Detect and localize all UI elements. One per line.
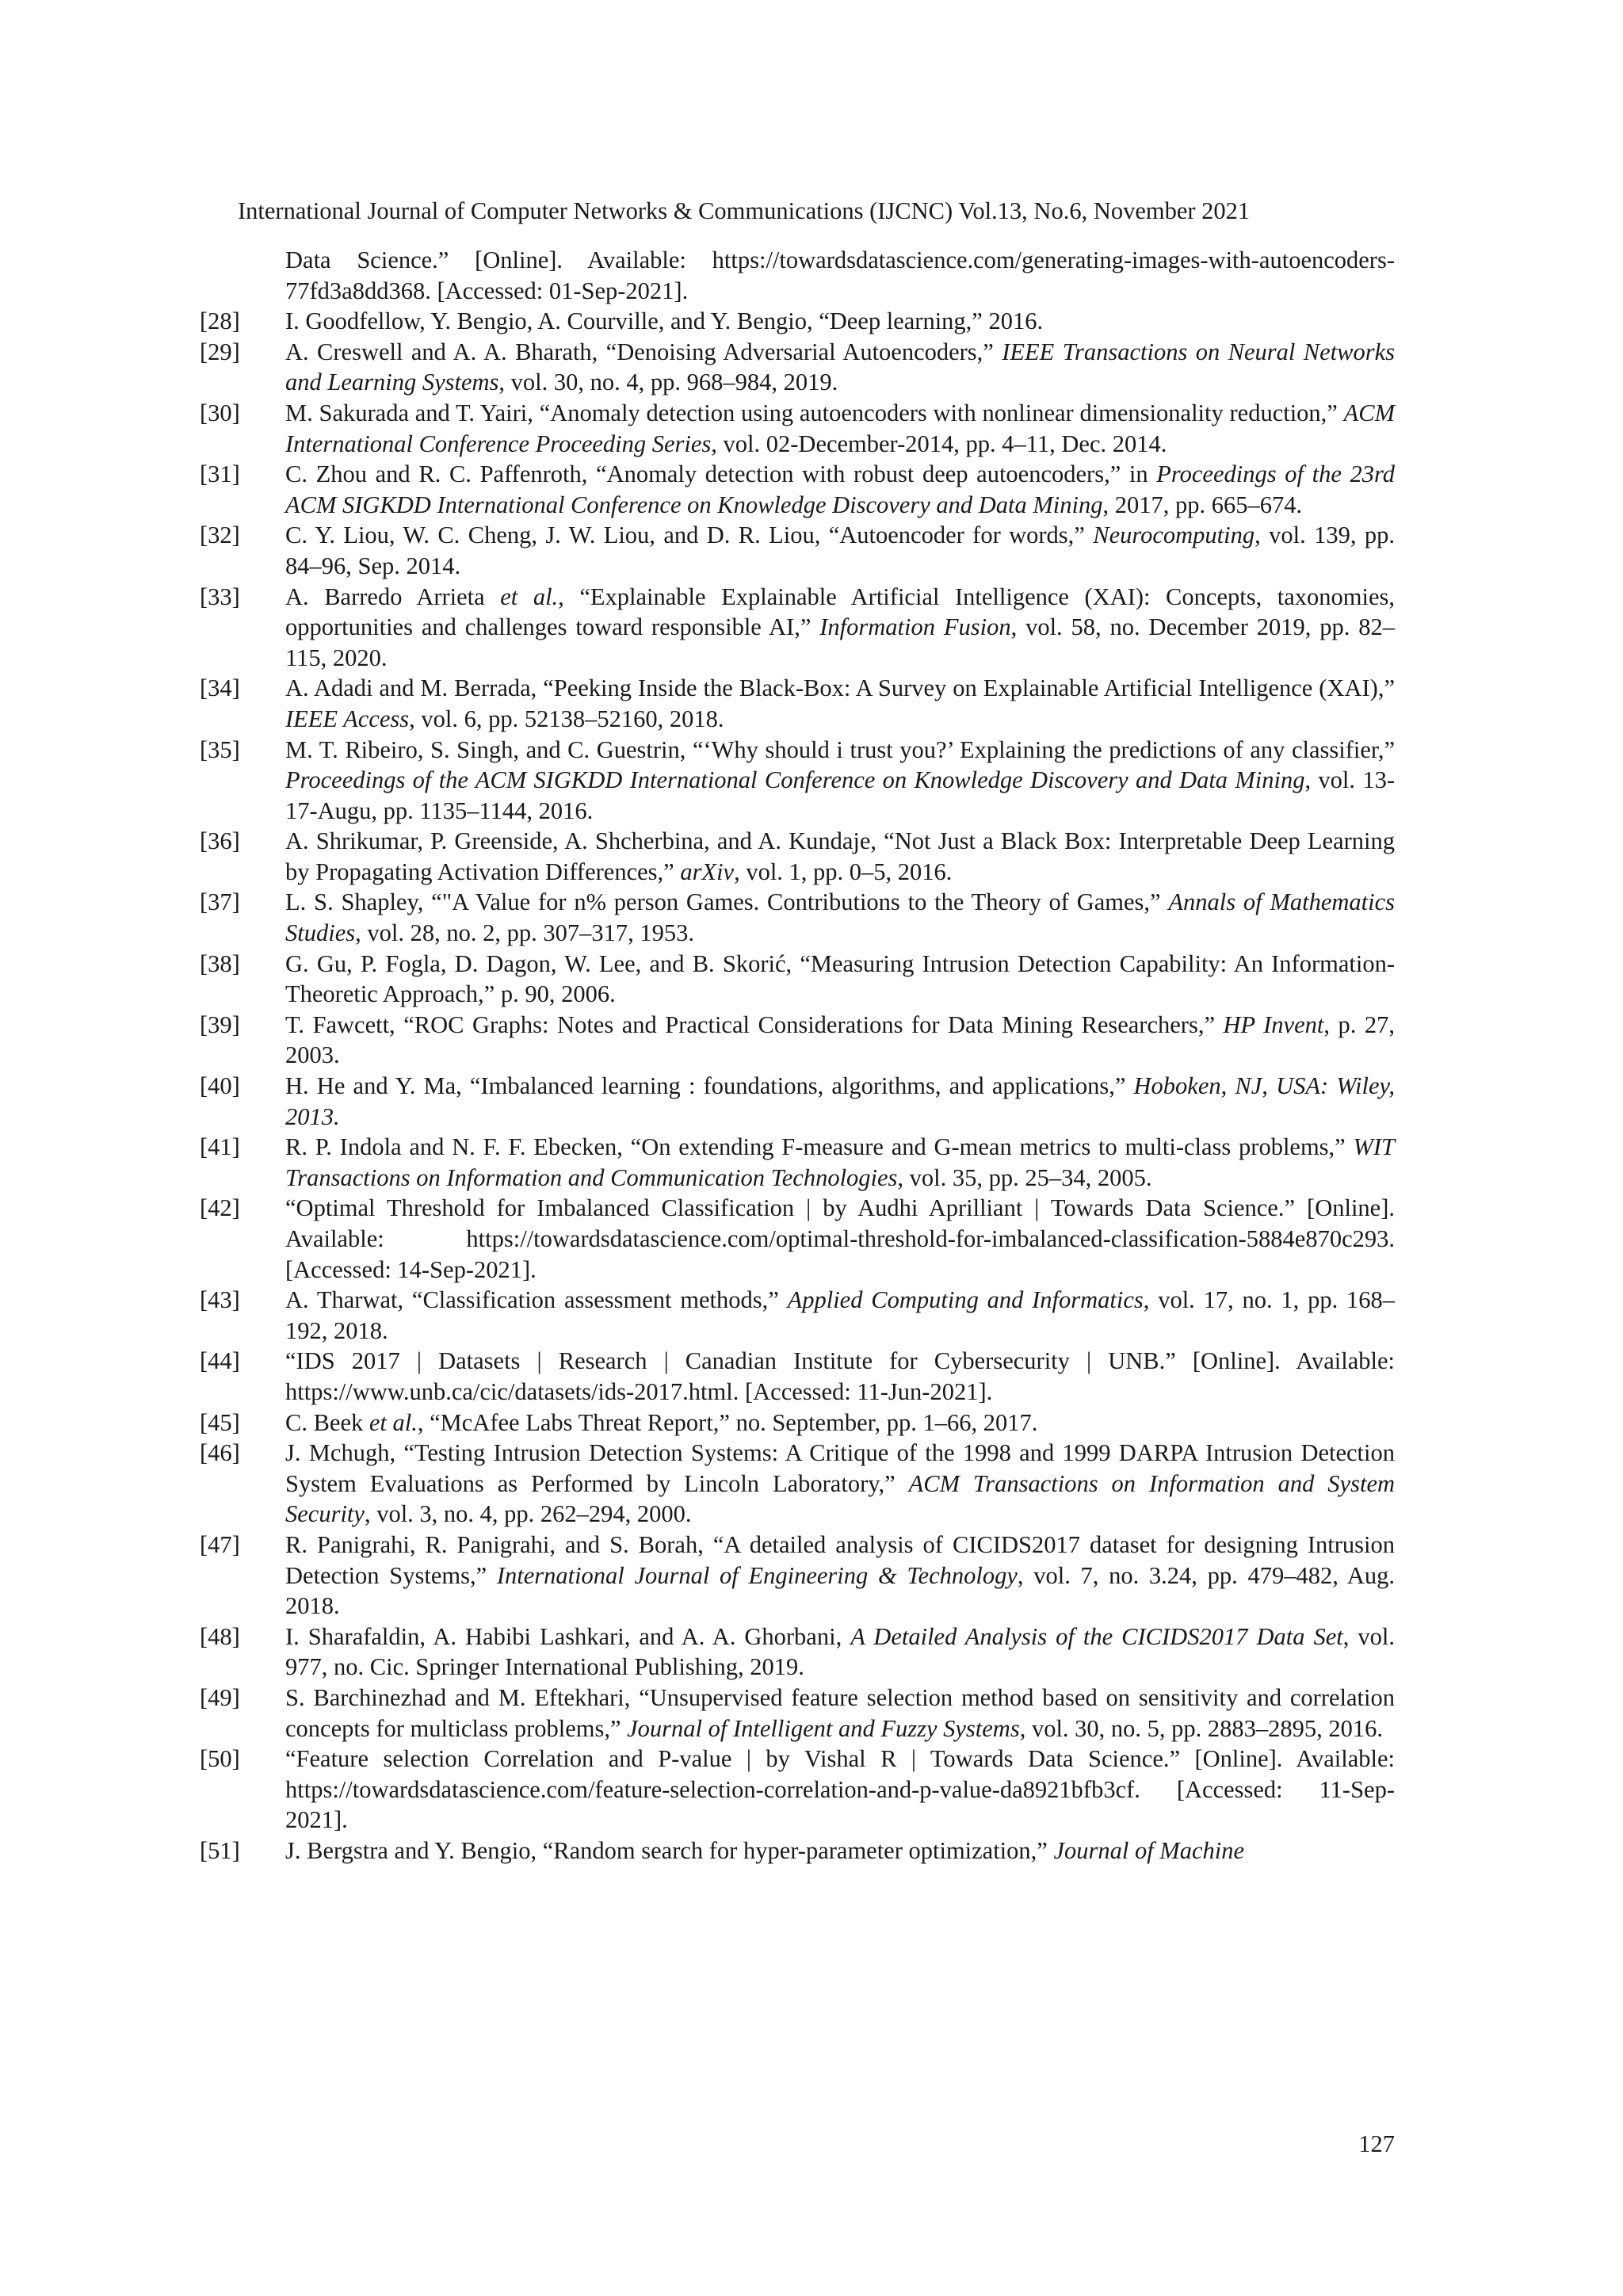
reference-number: [29] — [200, 338, 240, 365]
reference-number: [28] — [200, 308, 240, 335]
reference-segment: G. Gu, P. Fogla, D. Dagon, W. Lee, and B. Skorić, “Measuring Intrusion Detection Capability: An Information-Theoretic Approach,” p. 90, 2006. — [285, 949, 1395, 1008]
reference-number: [47] — [200, 1530, 240, 1558]
reference-text — [285, 520, 1395, 581]
reference-text — [285, 673, 1395, 734]
reference-segment: A. Tharwat, “Classification assessment methods,” — [285, 1286, 788, 1314]
reference-text — [285, 1744, 1395, 1836]
reference-number: [51] — [200, 1836, 240, 1864]
reference-number: [49] — [200, 1683, 240, 1711]
reference-number: [36] — [200, 827, 240, 855]
reference-segment: A. Creswell and A. A. Bharath, “Denoising Adversarial Autoencoders,” — [285, 338, 1002, 365]
reference-italic-segment: Applied Computing and Informatics — [787, 1286, 1144, 1314]
reference-item — [200, 582, 1395, 674]
reference-segment: L. S. Shapley, “"A Value for n% person Games. Contributions to the Theory of Games,” — [285, 888, 1169, 916]
reference-number: [38] — [200, 949, 240, 977]
reference-text — [285, 735, 1395, 827]
reference-number: [43] — [200, 1286, 240, 1314]
reference-segment: , “Explainable Explainable Artificial Intelligence (XAI): Concepts, taxonomies, opportunities and challenges toward responsible AI,” — [285, 583, 1395, 641]
reference-number: [35] — [200, 735, 240, 763]
reference-segment: , vol. 30, no. 5, pp. 2883–2895, 2016. — [1019, 1714, 1384, 1742]
reference-text — [285, 306, 1395, 337]
reference-number: [31] — [200, 460, 240, 488]
reference-item — [200, 949, 1395, 1010]
reference-italic-segment: Information Fusion — [819, 613, 1011, 641]
reference-text — [285, 1836, 1395, 1866]
reference-segment: R. P. Indola and N. F. F. Ebecken, “On extending F-measure and G-mean metrics to multi-class problems,” — [285, 1133, 1354, 1161]
reference-segment: , vol. 17, no. 1, pp. 168–192, 2018. — [285, 1286, 1395, 1344]
reference-number: [39] — [200, 1010, 240, 1038]
reference-continued-text: Data Science.” [Online]. Available: https://towardsdatascience.com/generating-images-with-autoencoders-77fd3a8dd368. [Accessed: 01-Sep-2021]. — [285, 246, 1395, 304]
reference-number: [41] — [200, 1133, 240, 1161]
reference-number: [37] — [200, 888, 240, 916]
reference-segment: S. Barchinezhad and M. Eftekhari, “Unsupervised feature selection method based on sensitivity and correlation concepts for multiclass problems,” — [285, 1683, 1395, 1742]
reference-item — [200, 306, 1395, 337]
reference-segment: , vol. 139, pp. 84–96, Sep. 2014. — [285, 521, 1396, 579]
reference-italic-segment: International Journal of Engineering & Technology — [496, 1561, 1018, 1589]
reference-italic-segment: Neurocomputing — [1093, 521, 1255, 549]
reference-text — [285, 1622, 1395, 1683]
reference-continued — [200, 245, 1395, 306]
reference-items — [200, 306, 1395, 1866]
reference-segment: H. He and Y. Ma, “Imbalanced learning : foundations, algorithms, and applications,” — [285, 1072, 1134, 1100]
reference-segment: , vol. 30, no. 4, pp. 968–984, 2019. — [498, 369, 838, 396]
reference-text — [285, 1683, 1395, 1744]
reference-italic-segment: arXiv — [680, 858, 735, 885]
reference-item — [200, 1071, 1395, 1132]
reference-italic-segment: IEEE Access — [285, 705, 410, 732]
reference-segment: “Optimal Threshold for Imbalanced Classification | by Audhi Aprilliant | Towards Data Science.” [Online]. Available: https://towardsdatascience.com/optimal-threshold-for-imbalanced-classification-5884e870c293. [Accessed: 14-Sep-2021]. — [285, 1194, 1395, 1283]
reference-segment: T. Fawcett, “ROC Graphs: Notes and Practical Considerations for Data Mining Researchers,” — [285, 1010, 1224, 1038]
reference-segment: I. Goodfellow, Y. Bengio, A. Courville, and Y. Bengio, “Deep learning,” 2016. — [285, 308, 1044, 335]
running-header: International Journal of Computer Networks & Communications (IJCNC) Vol.13, No.6, November 2021 — [238, 197, 1251, 224]
reference-segment: A. Adadi and M. Berrada, “Peeking Inside the Black-Box: A Survey on Explainable Artificial Intelligence (XAI),” — [285, 674, 1395, 702]
reference-italic-segment: A Detailed Analysis of the CICIDS2017 Data Set — [850, 1622, 1343, 1650]
reference-number: [34] — [200, 674, 240, 702]
reference-number: [50] — [200, 1745, 240, 1773]
reference-item — [200, 1622, 1395, 1683]
reference-number: [32] — [200, 521, 240, 549]
reference-text — [285, 582, 1395, 674]
reference-text — [285, 1438, 1395, 1530]
reference-segment: A. Shrikumar, P. Greenside, A. Shcherbina, and A. Kundaje, “Not Just a Black Box: Interpretable Deep Learning by Propagating Activation Differences,” — [285, 827, 1395, 885]
reference-item — [200, 735, 1395, 827]
reference-segment: “Feature selection Correlation and P-value | by Vishal R | Towards Data Science.” [Online]. Available: https://towardsdatascience.com/feature-selection-correlation-and-p-value-da8921bfb3cf. [Accessed: 11-Sep-2021]. — [285, 1745, 1395, 1834]
reference-number: [44] — [200, 1347, 240, 1375]
reference-italic-segment: Proceedings of the 23rd ACM SIGKDD International Conference on Knowledge Discovery and Data Mining — [285, 460, 1395, 518]
reference-italic-segment: ACM International Conference Proceeding Series — [285, 399, 1395, 457]
reference-italic-segment: Proceedings of the ACM SIGKDD International Conference on Knowledge Discovery and Data Mining — [285, 766, 1305, 794]
reference-item — [200, 1530, 1395, 1622]
reference-number: [42] — [200, 1194, 240, 1222]
reference-text — [285, 1408, 1395, 1438]
reference-number: [46] — [200, 1439, 240, 1467]
page-number: 127 — [1358, 2130, 1395, 2157]
reference-segment: A. Barredo Arrieta — [285, 583, 501, 610]
reference-item — [200, 826, 1395, 887]
reference-segment: , vol. 977, no. Cic. Springer International Publishing, 2019. — [285, 1622, 1395, 1681]
reference-list — [200, 245, 1395, 1866]
reference-number: [33] — [200, 583, 240, 610]
reference-segment: , vol. 3, no. 4, pp. 262–294, 2000. — [364, 1500, 692, 1528]
reference-text — [285, 459, 1395, 520]
reference-segment: , vol. 6, pp. 52138–52160, 2018. — [409, 705, 724, 732]
reference-segment: , vol. 58, no. December 2019, pp. 82–115, 2020. — [285, 613, 1395, 671]
reference-segment: , vol. 35, pp. 25–34, 2005. — [897, 1163, 1152, 1191]
reference-segment: , vol. 1, pp. 0–5, 2016. — [734, 858, 953, 885]
reference-number: [40] — [200, 1072, 240, 1100]
reference-segment: J. Bergstra and Y. Bengio, “Random search for hyper-parameter optimization,” — [285, 1836, 1054, 1864]
reference-number: [30] — [200, 399, 240, 426]
reference-text — [285, 1346, 1395, 1407]
reference-italic-segment: HP Invent — [1223, 1010, 1324, 1038]
reference-text — [285, 398, 1395, 459]
reference-item — [200, 1285, 1395, 1346]
reference-text — [285, 1285, 1395, 1346]
reference-text — [285, 1530, 1395, 1622]
reference-item — [200, 1346, 1395, 1407]
reference-item — [200, 1132, 1395, 1193]
reference-italic-segment: et al. — [500, 583, 559, 610]
reference-text — [285, 337, 1395, 398]
reference-text — [285, 1132, 1395, 1193]
reference-item — [200, 1836, 1395, 1866]
reference-segment: , vol. 7, no. 3.24, pp. 479–482, Aug. 2018. — [285, 1561, 1395, 1620]
reference-segment: , p. 27, 2003. — [285, 1010, 1395, 1069]
reference-segment: , vol. 28, no. 2, pp. 307–317, 1953. — [355, 919, 694, 947]
reference-text — [285, 826, 1395, 887]
reference-italic-segment: WIT Transactions on Information and Communication Technologies — [285, 1133, 1395, 1191]
reference-number: [48] — [200, 1622, 240, 1650]
reference-text — [285, 887, 1395, 948]
reference-italic-segment: Journal of Machine — [1053, 1836, 1245, 1864]
reference-item — [200, 520, 1395, 581]
reference-item — [200, 398, 1395, 459]
reference-item — [200, 1010, 1395, 1071]
reference-text — [285, 949, 1395, 1010]
reference-number: [45] — [200, 1408, 240, 1436]
reference-segment: J. Mchugh, “Testing Intrusion Detection Systems: A Critique of the 1998 and 1999 DARPA Intrusion Detection System Evaluations as Performed by Lincoln Laboratory,” — [285, 1439, 1395, 1497]
reference-item — [200, 337, 1395, 398]
reference-segment: I. Sharafaldin, A. Habibi Lashkari, and A. A. Ghorbani, — [285, 1622, 851, 1650]
reference-item — [200, 1744, 1395, 1836]
reference-item — [200, 887, 1395, 948]
reference-italic-segment: ACM Transactions on Information and System Security — [285, 1469, 1396, 1528]
reference-segment: M. T. Ribeiro, S. Singh, and C. Guestrin, “‘Why should i trust you?’ Explaining the predictions of any classifier,” — [285, 735, 1395, 763]
reference-segment: “IDS 2017 | Datasets | Research | Canadian Institute for Cybersecurity | UNB.” [Online]. Available: https://www.unb.ca/cic/datasets/ids-2017.html. [Accessed: 11-Jun-2021]. — [285, 1347, 1395, 1405]
reference-italic-segment: IEEE Transactions on Neural Networks and Learning Systems — [285, 338, 1395, 396]
reference-segment: , vol. 13-17-Augu, pp. 1135–1144, 2016. — [285, 766, 1395, 824]
reference-item — [200, 1683, 1395, 1744]
reference-italic-segment: Journal of Intelligent and Fuzzy Systems — [627, 1714, 1020, 1742]
reference-italic-segment: et al. — [369, 1408, 418, 1436]
reference-item — [200, 459, 1395, 520]
reference-segment: , “McAfee Labs Threat Report,” no. September, pp. 1–66, 2017. — [417, 1408, 1038, 1436]
reference-text — [285, 1071, 1395, 1132]
reference-item — [200, 673, 1395, 734]
reference-text — [285, 1010, 1395, 1071]
reference-segment: C. Y. Liou, W. C. Cheng, J. W. Liou, and D. R. Liou, “Autoencoder for words,” — [285, 521, 1094, 549]
reference-item — [200, 1438, 1395, 1530]
reference-italic-segment: Annals of Mathematics Studies — [285, 888, 1395, 947]
reference-segment: R. Panigrahi, R. Panigrahi, and S. Borah, “A detailed analysis of CICIDS2017 dataset for designing Intrusion Detection Systems,” — [285, 1530, 1395, 1589]
reference-item — [200, 1193, 1395, 1285]
reference-italic-segment: Hoboken, NJ, USA: Wiley, 2013. — [285, 1072, 1395, 1130]
reference-segment: C. Beek — [285, 1408, 369, 1436]
reference-segment: , 2017, pp. 665–674. — [1102, 491, 1303, 518]
reference-text — [285, 1193, 1395, 1285]
reference-item — [200, 1408, 1395, 1438]
reference-segment: M. Sakurada and T. Yairi, “Anomaly detection using autoencoders with nonlinear dimensionality reduction,” — [285, 399, 1344, 426]
reference-segment: C. Zhou and R. C. Paffenroth, “Anomaly detection with robust deep autoencoders,” in — [285, 460, 1157, 488]
reference-segment: , vol. 02-December-2014, pp. 4–11, Dec. 2014. — [711, 430, 1167, 457]
